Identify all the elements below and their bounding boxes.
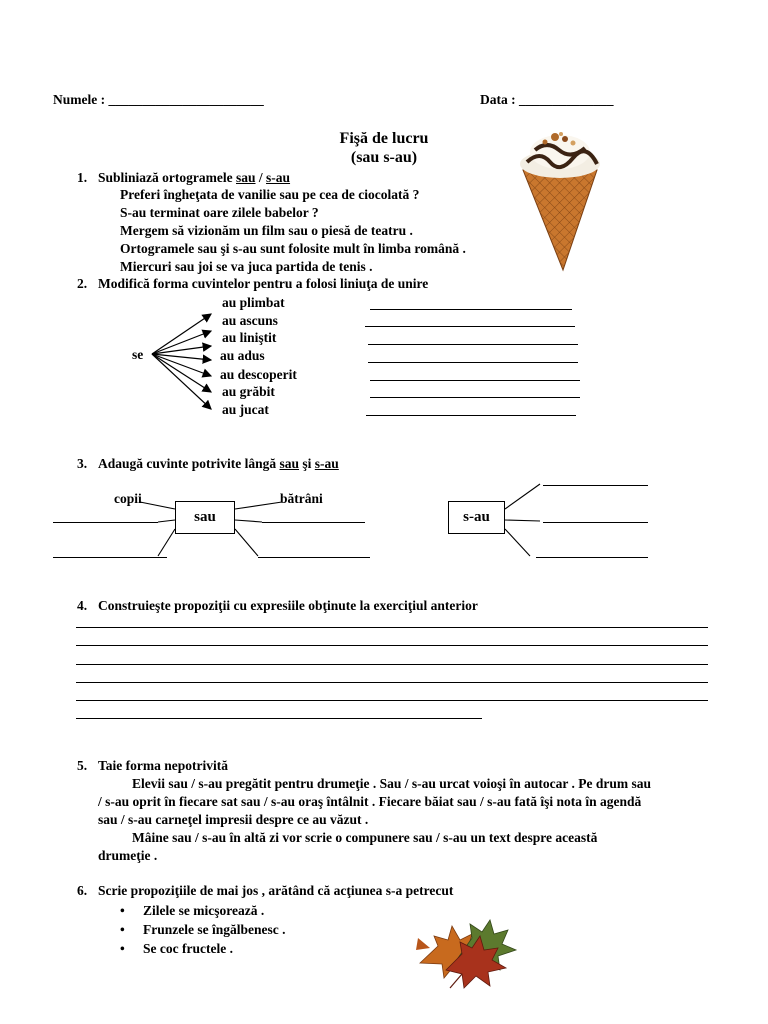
ex1-sentence: Mergem să vizionăm un film sau o piesă de teatru . [120, 223, 413, 238]
ex5-text-line: Elevii sau / s-au pregătit pentru drumeţie . Sau / s-au urcat voioşi în autocar . Pe drum sau [132, 776, 652, 791]
ex4-answer-line[interactable] [76, 700, 708, 701]
ex6-list [120, 901, 285, 958]
ex5-text-line: / s-au oprit în fiecare sat sau / s-au oraş întâlnit . Fiecare băiat sau / s-au fată îşi nota în agendă [98, 794, 642, 809]
ex3-answer-line[interactable] [53, 557, 167, 558]
ex3-box-sau: sau [175, 501, 235, 534]
ex2-item: au grăbit [222, 384, 275, 399]
ex5-text-line: Mâine sau / s-au în altă zi vor scrie o compunere sau / s-au un text despre această [132, 830, 598, 845]
ex3-answer-line[interactable] [262, 522, 365, 523]
ex1-sentence: Miercuri sau joi se va juca partida de tenis . [120, 259, 373, 274]
ex6-item: • Frunzele se îngălbenesc . [120, 920, 285, 939]
ex3-example-right: bătrâni [280, 491, 323, 506]
ex3-number: 3. [77, 456, 88, 471]
ex1-sentence: Ortogramele sau şi s-au sunt folosite mult în limba română . [120, 241, 466, 256]
ex4-answer-line[interactable] [76, 627, 708, 628]
ex3-answer-line[interactable] [543, 522, 648, 523]
ex2-source-word: se [132, 347, 144, 362]
ex2-number: 2. [77, 276, 88, 291]
ex3-instruction: Adaugă cuvinte potrivite lângă sau şi s-au [98, 456, 339, 471]
name-field[interactable]: Numele : _______________________ [53, 92, 264, 107]
autumn-leaves-image [410, 918, 525, 990]
ex2-item: au jucat [222, 402, 269, 417]
ex4-answer-line[interactable] [76, 682, 708, 683]
ex2-item: au ascuns [222, 313, 278, 328]
ex6-instruction: Scrie propoziţiile de mai jos , arătând că acţiunea s-a petrecut [98, 883, 454, 898]
ex2-item: au descoperit [220, 367, 297, 382]
ex5-text-line: drumeţie . [98, 848, 158, 863]
ex4-answer-line[interactable] [76, 645, 708, 646]
ex5-number: 5. [77, 758, 88, 773]
ex2-item: au plimbat [222, 295, 285, 310]
ex5-instruction: Taie forma nepotrivită [98, 758, 228, 773]
page-title: Fişă de lucru [339, 130, 429, 147]
page-subtitle: (sau s-au) [350, 149, 418, 166]
ex6-number: 6. [77, 883, 88, 898]
ex4-instruction: Construieşte propoziţii cu expresiile obţinute la exerciţiul anterior [98, 598, 478, 613]
ex2-item: au liniştit [222, 330, 277, 345]
ex2-instruction: Modifică forma cuvintelor pentru a folosi liniuţa de unire [98, 276, 429, 291]
ex3-answer-line[interactable] [53, 522, 158, 523]
ex1-sentence: Preferi îngheţata de vanilie sau pe cea de ciocolată ? [120, 187, 420, 202]
ex6-item: • Se coc fructele . [120, 939, 285, 958]
date-field[interactable]: Data : ______________ [480, 92, 614, 107]
ex4-answer-line[interactable] [76, 664, 708, 665]
ex1-instruction: Subliniază ortogramele sau / s-au [98, 170, 291, 185]
ex5-text-line: sau / s-au carneţel impresii despre ce au văzut . [98, 812, 369, 827]
ex3-answer-line[interactable] [536, 557, 648, 558]
ex3-box-s-au: s-au [448, 501, 505, 534]
ex1-sentence: S-au terminat oare zilele babelor ? [120, 205, 319, 220]
ex3-answer-line[interactable] [543, 485, 648, 486]
ex3-example-left: copii [114, 491, 142, 506]
ex6-item: • Zilele se micşorează . [120, 901, 285, 920]
ex1-number: 1. [77, 170, 88, 185]
ex3-answer-line[interactable] [258, 557, 370, 558]
ex4-answer-line[interactable] [76, 718, 482, 719]
ex4-number: 4. [77, 598, 88, 613]
ex2-item: au adus [220, 348, 265, 363]
